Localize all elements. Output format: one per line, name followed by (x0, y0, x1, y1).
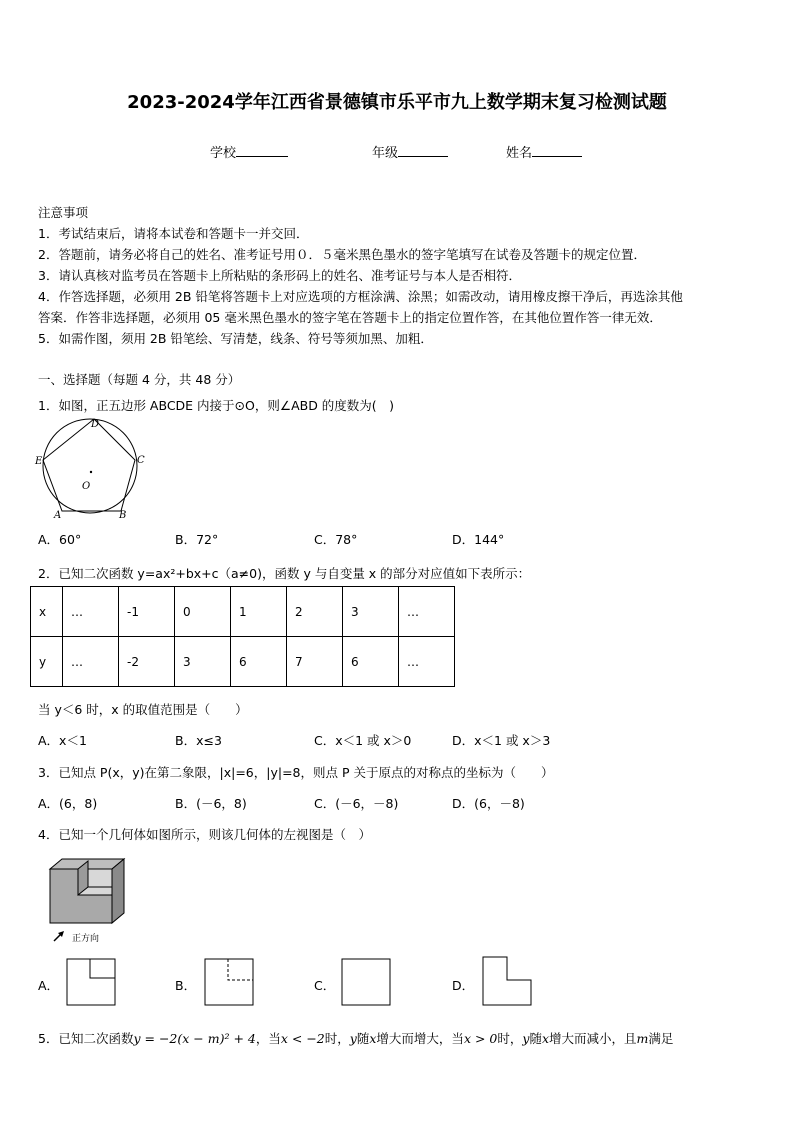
notice-item: 3．请认真核对监考员在答题卡上所粘贴的条形码上的姓名、准考证号与本人是否相符． (38, 268, 521, 283)
table-cell: 6 (231, 637, 287, 687)
table-cell: 3 (343, 587, 399, 637)
table-cell: x (31, 587, 63, 637)
q5-text: 5．已知二次函数 (38, 1031, 134, 1046)
q5-variable: m (636, 1031, 649, 1046)
q2-option-a[interactable]: A．x＜1 (38, 733, 87, 748)
q4-option-a-label[interactable]: A． (38, 978, 60, 993)
school-label: 学校 (210, 146, 237, 161)
value-table (30, 586, 455, 687)
q3-option-c[interactable]: C．(－6，－8) (314, 796, 399, 811)
q5-variable: x (541, 1031, 550, 1046)
label-a: A (54, 510, 62, 521)
table-cell: 0 (175, 587, 231, 637)
question-1-stem: 1．如图，正五边形 ABCDE 内接于⊙O，则∠ABD 的度数为( ) (38, 398, 395, 413)
q5-variable: y (522, 1031, 530, 1046)
label-b: B (119, 510, 127, 521)
solid-figure (42, 855, 132, 945)
q5-text: 满足 (648, 1031, 674, 1046)
table-cell: 1 (231, 587, 287, 637)
table-row (31, 587, 455, 637)
page-title: 2023-2024学年江西省景德镇市乐平市九上数学期末复习检测试题 (127, 92, 667, 113)
q5-variable: x (369, 1031, 377, 1046)
q5-text: 时， (324, 1031, 350, 1046)
table-cell: … (399, 637, 455, 687)
q1-option-d[interactable]: D．144° (452, 532, 505, 547)
table-cell: 2 (287, 587, 343, 637)
q4-option-c-view[interactable] (341, 958, 393, 1008)
grade-label: 年级 (372, 146, 399, 161)
question-5-stem (38, 1029, 673, 1047)
question-2-follow: 当 y＜6 时，x 的取值范围是（ ） (38, 702, 248, 717)
q5-text: 增大而减小，且 (549, 1031, 637, 1046)
table-row (31, 637, 455, 687)
q4-option-d-view[interactable] (482, 956, 534, 1008)
q5-text: ，当 (255, 1031, 281, 1046)
q5-variable: y (349, 1031, 357, 1046)
label-e: E (35, 456, 43, 467)
table-cell: -2 (119, 637, 175, 687)
notice-heading: 注意事项 (38, 205, 89, 220)
name-field[interactable] (506, 142, 582, 161)
q4-option-b-view[interactable] (204, 958, 256, 1008)
school-field[interactable] (210, 142, 288, 161)
q1-option-c[interactable]: C．78° (314, 532, 358, 547)
front-direction-label: 正方向 (72, 934, 100, 944)
q1-option-b[interactable]: B．72° (175, 532, 219, 547)
notice-item: 答案．作答非选择题，必须用 05 毫米黑色墨水的签字笔在答题卡上的指定位置作答，在其他位置作答一律无效． (38, 310, 662, 325)
table-cell: … (399, 587, 455, 637)
q4-option-d-label[interactable]: D． (452, 978, 475, 993)
table-cell: … (63, 587, 119, 637)
q5-text: 增大而增大，当 (376, 1031, 464, 1046)
q4-option-c-label[interactable]: C． (314, 978, 336, 993)
table-cell: 3 (175, 637, 231, 687)
name-label: 姓名 (506, 146, 533, 161)
question-3-stem: 3．已知点 P(x，y)在第二象限，|x|=6，|y|=8，则点 P 关于原点的对称点的坐标为（ ） (38, 765, 554, 780)
table-cell: 6 (343, 637, 399, 687)
question-4-stem: 4．已知一个几何体如图所示，则该几何体的左视图是（ ） (38, 827, 371, 842)
q3-option-b[interactable]: B．(－6，8) (175, 796, 247, 811)
notice-item: 1．考试结束后，请将本试卷和答题卡一并交回． (38, 226, 309, 241)
q2-option-b[interactable]: B．x≤3 (175, 733, 222, 748)
label-d: D (91, 419, 100, 430)
q3-option-a[interactable]: A．(6，8) (38, 796, 98, 811)
pentagon-circle-figure (30, 414, 160, 524)
notice-item: 4．作答选择题，必须用 2B 铅笔将答题卡上对应选项的方框涂满、涂黑；如需改动，请用橡皮擦干净后，再选涂其他 (38, 289, 683, 304)
table-cell: … (63, 637, 119, 687)
q2-option-c[interactable]: C．x＜1 或 x＞0 (314, 733, 412, 748)
grade-field[interactable] (372, 142, 448, 161)
q3-option-d[interactable]: D．(6，－8) (452, 796, 525, 811)
notice-item: 5．如需作图，须用 2B 铅笔绘、写清楚，线条、符号等须加黑、加粗． (38, 331, 433, 346)
table-cell: -1 (119, 587, 175, 637)
q4-option-b-label[interactable]: B． (175, 978, 197, 993)
notice-item: 2．答题前，请务必将自己的姓名、准考证号用０．５毫米黑色墨水的签字笔填写在试卷及答题卡的规定位置． (38, 247, 646, 262)
question-2-stem: 2．已知二次函数 y=ax²+bx+c（a≠0)，函数 y 与自变量 x 的部分对应值如下表所示： (38, 566, 531, 581)
table-cell: y (31, 637, 63, 687)
label-o: O (82, 481, 91, 492)
q5-text: 随 (529, 1031, 542, 1046)
q1-option-a[interactable]: A．60° (38, 532, 82, 547)
q4-option-a-view[interactable] (66, 958, 118, 1008)
q5-text: 随 (356, 1031, 370, 1046)
section-heading: 一、选择题（每题 4 分，共 48 分） (38, 372, 241, 387)
q5-condition: x < −2 (280, 1031, 325, 1046)
label-c: C (137, 455, 145, 466)
table-cell: 7 (287, 637, 343, 687)
q5-condition: x > 0 (463, 1031, 498, 1046)
q5-text: 时， (497, 1031, 523, 1046)
q2-option-d[interactable]: D．x＜1 或 x＞3 (452, 733, 551, 748)
q5-formula: y = −2(x − m)² + 4 (133, 1031, 256, 1046)
